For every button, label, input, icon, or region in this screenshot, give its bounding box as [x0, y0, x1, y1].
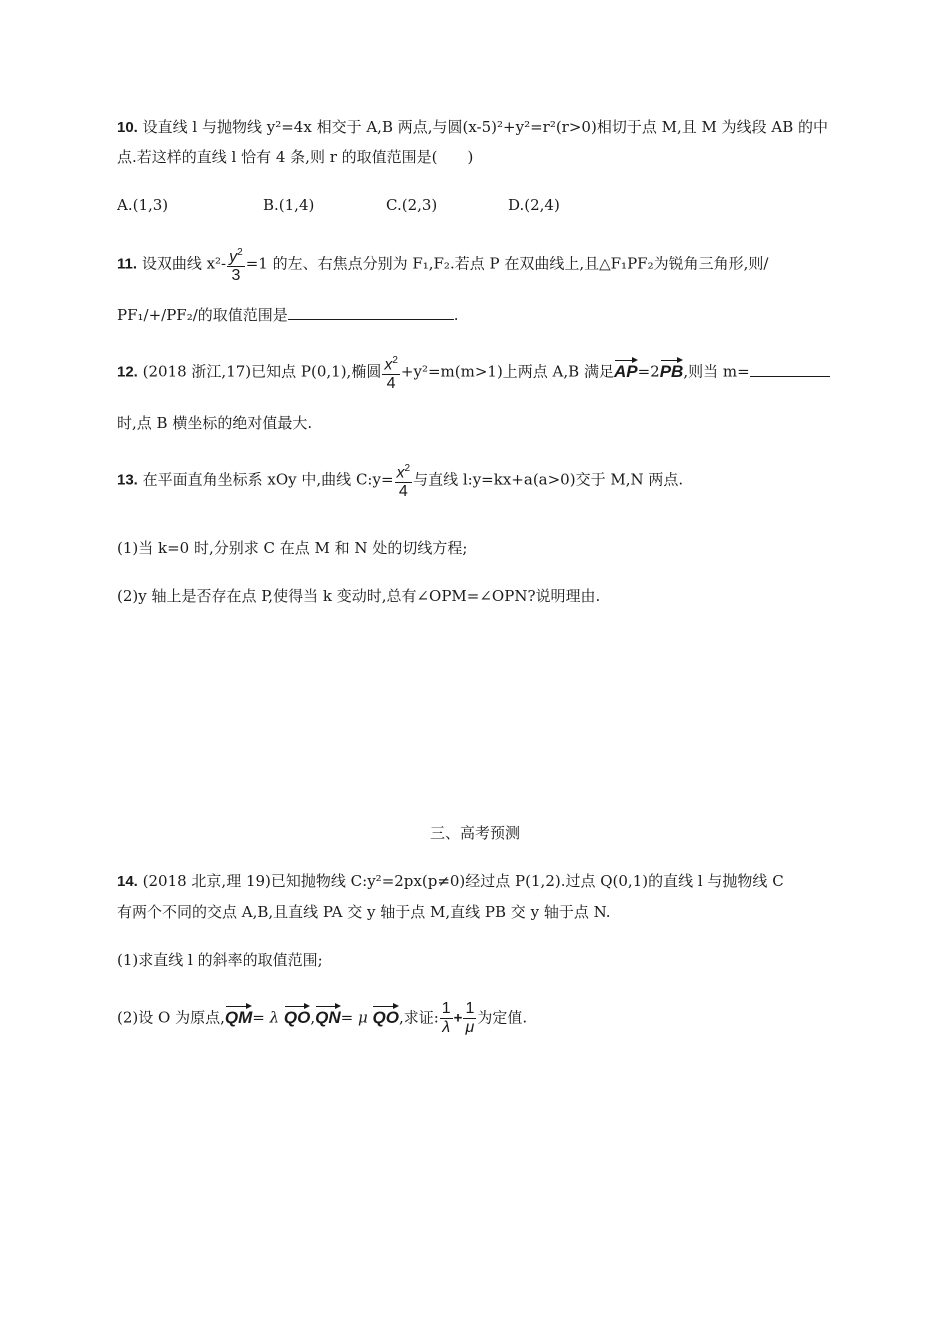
plus-sign: +	[453, 1009, 463, 1027]
vector-qo: QO	[372, 1002, 398, 1028]
fraction-one-over-mu	[463, 1000, 476, 1037]
question-13-part-2: (2)y 轴上是否存在点 P,使得当 k 变动时,总有∠OPM=∠OPN?说明理由.	[117, 587, 601, 605]
vector-qo: QO	[284, 1002, 310, 1028]
option-d: D.(2,4)	[508, 196, 560, 214]
fraction-denominator: 3	[227, 266, 245, 285]
question-11-line-2	[117, 304, 459, 325]
option-a: A.(1,3)	[117, 196, 169, 214]
fraction-numerator: 1	[441, 1000, 451, 1017]
question-number: 10.	[117, 119, 138, 136]
question-text: (2)设 O 为原点,	[117, 1008, 225, 1027]
fraction-numerator: x	[384, 356, 393, 374]
equals-mu: = μ	[340, 1008, 368, 1027]
fraction-numerator: y	[229, 248, 238, 266]
question-text: PF₁/+/PF₂/的取值范围是	[117, 306, 288, 324]
question-13-line-1	[117, 460, 683, 501]
question-text: (2018 浙江,17)已知点 P(0,1),椭圆	[142, 362, 382, 381]
question-14-part-1: (1)求直线 l 的斜率的取值范围;	[117, 951, 323, 969]
question-number: 14.	[117, 873, 138, 890]
comma: ,	[310, 1008, 316, 1027]
answer-blank	[288, 319, 454, 320]
question-text: 为定值.	[477, 1008, 528, 1027]
question-12-line-2	[117, 412, 312, 433]
question-text: 点.若这样的直线 l 恰有 4 条,则 r 的取值范围是( )	[117, 148, 474, 166]
fraction: $\frac{x^2}{4}$	[396, 463, 411, 501]
fraction-denominator: μ	[463, 1018, 476, 1037]
question-14-line-1	[117, 870, 784, 891]
question-text: (2018 北京,理 19)已知抛物线 C:y²=2px(p≠0)经过点 P(1,2).过点 Q(0,1)的直线 l 与抛物线 C	[142, 872, 784, 890]
option-b: B.(1,4)	[263, 196, 315, 214]
question-text: 在平面直角坐标系 xOy 中,曲线 C:y=	[142, 470, 394, 489]
question-14-part-2	[117, 1000, 527, 1037]
question-text: ,则当 m=	[683, 362, 750, 381]
fraction: $\frac{y^2}{3}$	[229, 247, 243, 285]
section-heading: 三、高考预测	[429, 824, 520, 842]
fraction-denominator: 4	[395, 482, 413, 501]
question-text: 设双曲线 x²-	[141, 254, 227, 273]
question-text: 与直线 l:y=kx+a(a>0)交于 M,N 两点.	[413, 470, 684, 489]
question-text: ,求证:	[398, 1008, 439, 1027]
fraction-denominator: 4	[382, 374, 400, 393]
vector-ap: AP	[614, 356, 638, 382]
fraction-numerator: x	[396, 464, 405, 482]
question-text: 时,点 B 横坐标的绝对值最大.	[117, 414, 313, 432]
option-c: C.(2,3)	[386, 196, 438, 214]
fraction: $\frac{x^2}{4}$	[384, 355, 398, 393]
question-text: 设直线 l 与抛物线 y²=4x 相交于 A,B 两点,与圆(x-5)²+y²=r²(r>0)相切于点 M,且 M 为线段 AB 的中	[142, 118, 828, 136]
vector-pb: PB	[660, 356, 684, 382]
question-12-line-1	[117, 352, 830, 393]
question-text: +y²=m(m>1)上两点 A,B 满足	[400, 362, 614, 381]
fraction-one-over-lambda	[440, 1000, 453, 1037]
question-number: 13.	[117, 471, 138, 489]
equals-text: =2	[637, 362, 660, 381]
question-text: =1 的左、右焦点分别为 F₁,F₂.若点 P 在双曲线上,且△F₁PF₂为锐角三角形,则/	[245, 254, 769, 273]
question-11-line-1	[117, 244, 768, 285]
vector-qn: QN	[315, 1002, 341, 1028]
question-text: .	[453, 306, 459, 324]
question-13-part-1: (1)当 k=0 时,分别求 C 在点 M 和 N 处的切线方程;	[117, 539, 468, 557]
question-number: 11.	[117, 255, 138, 273]
question-number: 12.	[117, 363, 138, 381]
fraction-denominator: λ	[440, 1018, 453, 1037]
vector-qm: QM	[225, 1002, 252, 1028]
equals-lambda: = λ	[252, 1008, 280, 1027]
question-14-line-2	[117, 901, 611, 922]
fraction-numerator: 1	[465, 1000, 475, 1017]
question-10-line-1	[117, 116, 828, 137]
answer-blank	[750, 376, 830, 377]
question-10-line-2	[117, 146, 473, 167]
question-text: 有两个不同的交点 A,B,且直线 PA 交 y 轴于点 M,直线 PB 交 y 轴于点 N.	[117, 903, 611, 921]
